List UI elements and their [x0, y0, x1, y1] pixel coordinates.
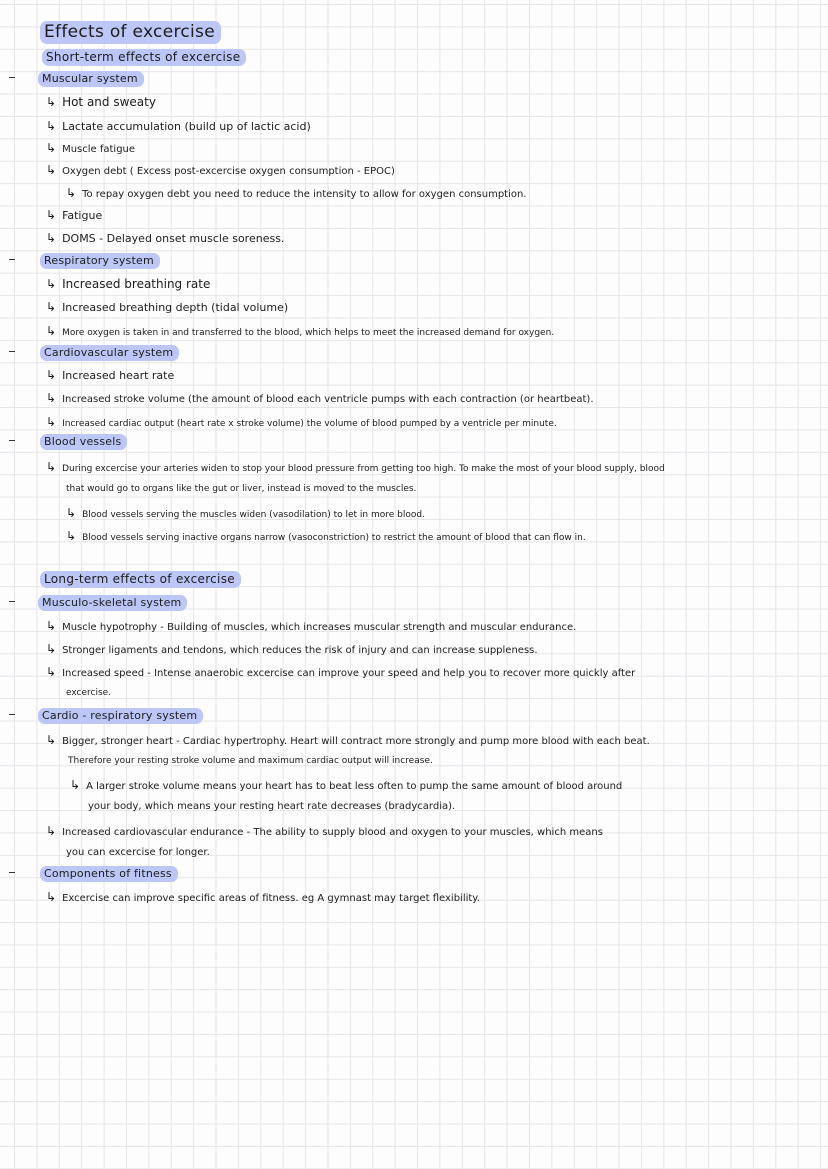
arrow-icon: ↳	[46, 277, 57, 291]
list-sub-item: ↳ Blood vessels serving the muscles widen (vasodilation) to let in more blood.	[66, 506, 425, 520]
bullet-dash	[9, 601, 15, 602]
list-item: ↳ More oxygen is taken in and transferred to the blood, which helps to meet the increased demand for oxygen.	[46, 324, 555, 338]
bullet-dash	[9, 77, 15, 78]
list-item: ↳ Stronger ligaments and tendons, which reduces the risk of injury and can increase suppleness.	[46, 642, 538, 656]
arrow-icon: ↳	[46, 824, 57, 838]
list-item-continuation: Therefore your resting stroke volume and maximum cardiac output will increase.	[68, 756, 433, 766]
cardiovascular-system-label: Cardiovascular system	[40, 347, 179, 358]
list-item: ↳ Increased stroke volume (the amount of blood each ventricle pumps with each contraction (or heartbeat).	[46, 391, 594, 405]
list-item: ↳ Increased breathing depth (tidal volume)	[46, 300, 289, 314]
arrow-icon: ↳	[66, 186, 77, 200]
arrow-icon: ↳	[46, 665, 57, 679]
list-item: ↳ During excercise your arteries widen to stop your blood pressure from getting too high. To make the most of your blood supply, blood	[46, 460, 665, 474]
arrow-icon: ↳	[46, 460, 57, 474]
list-item: ↳ Fatigue	[46, 208, 103, 222]
bullet-dash	[9, 259, 15, 260]
arrow-icon: ↳	[46, 415, 57, 429]
list-item: ↳ Increased heart rate	[46, 368, 175, 382]
arrow-icon: ↳	[46, 231, 57, 245]
list-item: ↳ Increased breathing rate	[46, 277, 211, 291]
cardio-respiratory-label: Cardio - respiratory system	[38, 710, 203, 721]
arrow-icon: ↳	[70, 778, 81, 792]
arrow-icon: ↳	[46, 733, 57, 747]
arrow-icon: ↳	[46, 119, 57, 133]
list-item-continuation: that would go to organs like the gut or liver, instead is moved to the muscles.	[66, 484, 417, 494]
list-item: ↳ Increased cardiac output (heart rate x stroke volume) the volume of blood pumped by a ventricle per minute.	[46, 415, 557, 429]
bullet-dash	[9, 872, 15, 873]
list-item: ↳ Increased speed - Intense anaerobic excercise can improve your speed and help you to recover more quickly after	[46, 665, 636, 679]
arrow-icon: ↳	[46, 890, 57, 904]
musculo-skeletal-label: Musculo-skeletal system	[38, 597, 187, 608]
arrow-icon: ↳	[46, 619, 57, 633]
arrow-icon: ↳	[46, 391, 57, 405]
page-title: Effects of excercise	[40, 24, 221, 41]
list-item: ↳ Oxygen debt ( Excess post-excercise oxygen consumption - EPOC)	[46, 163, 395, 177]
list-item-continuation: your body, which means your resting heart rate decreases (bradycardia).	[88, 801, 456, 812]
arrow-icon: ↳	[46, 141, 57, 155]
list-item: ↳ Excercise can improve specific areas of fitness. eg A gymnast may target flexibility.	[46, 890, 480, 904]
list-item: ↳ Muscle hypotrophy - Building of muscles, which increases muscular strength and muscular endurance.	[46, 619, 577, 633]
arrow-icon: ↳	[46, 163, 57, 177]
list-item: ↳ Bigger, stronger heart - Cardiac hypertrophy. Heart will contract more strongly and pump more blood with each beat.	[46, 733, 650, 747]
arrow-icon: ↳	[46, 324, 57, 338]
muscular-system-label: Muscular system	[38, 73, 144, 84]
arrow-icon: ↳	[66, 506, 77, 520]
arrow-icon: ↳	[66, 529, 77, 543]
list-item: ↳ Increased cardiovascular endurance - The ability to supply blood and oxygen to your muscles, which means	[46, 824, 603, 838]
list-item: ↳ DOMS - Delayed onset muscle soreness.	[46, 231, 285, 245]
blood-vessels-label: Blood vessels	[40, 436, 127, 447]
bullet-dash	[9, 440, 15, 441]
list-item-continuation: you can excercise for longer.	[66, 847, 210, 858]
list-sub-item: ↳ A larger stroke volume means your heart has to beat less often to pump the same amount of blood around	[70, 778, 623, 792]
list-item: ↳ Muscle fatigue	[46, 141, 136, 155]
arrow-icon: ↳	[46, 642, 57, 656]
arrow-icon: ↳	[46, 368, 57, 382]
list-sub-item: ↳ To repay oxygen debt you need to reduce the intensity to allow for oxygen consumption.	[66, 186, 527, 200]
arrow-icon: ↳	[46, 300, 57, 314]
short-term-heading: Short-term effects of excercise	[42, 51, 246, 63]
bullet-dash	[9, 714, 15, 715]
long-term-heading: Long-term effects of excercise	[40, 573, 241, 585]
list-item: ↳ Lactate accumulation (build up of lactic acid)	[46, 119, 311, 133]
respiratory-system-label: Respiratory system	[40, 255, 160, 266]
list-item: ↳ Hot and sweaty	[46, 95, 156, 109]
arrow-icon: ↳	[46, 208, 57, 222]
bullet-dash	[9, 351, 15, 352]
arrow-icon: ↳	[46, 95, 57, 109]
components-of-fitness-label: Components of fitness	[40, 868, 178, 879]
list-item-continuation: excercise.	[66, 688, 112, 698]
list-sub-item: ↳ Blood vessels serving inactive organs narrow (vasoconstriction) to restrict the amount of blood that can flow in.	[66, 529, 586, 543]
